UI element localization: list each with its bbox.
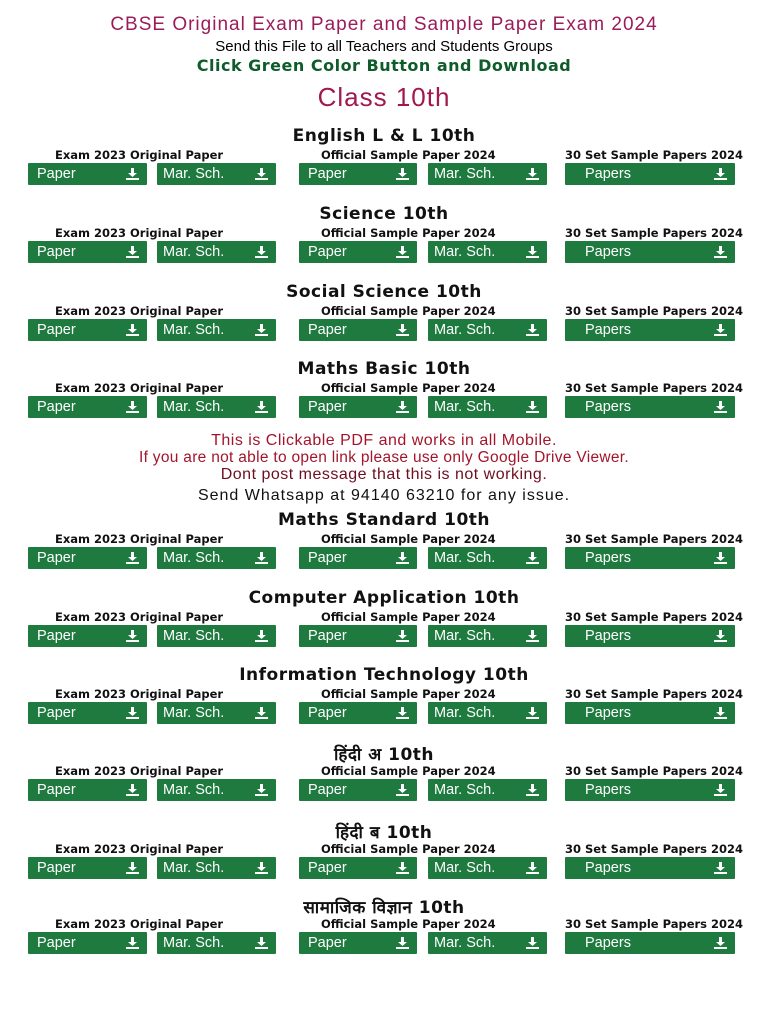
button-label: Paper (308, 166, 347, 182)
download-icon (526, 401, 539, 413)
exam-2023-label: Exam 2023 Original Paper (55, 687, 224, 701)
subject-title: Social Science 10th (286, 282, 482, 302)
download-icon (526, 552, 539, 564)
sample-marking-scheme-button[interactable] (428, 779, 547, 801)
30-set-papers-button[interactable] (565, 241, 735, 263)
subject-section (0, 204, 768, 276)
subject-title: Science 10th (319, 204, 449, 224)
download-icon (714, 168, 727, 180)
sample-paper-2024-button[interactable] (299, 547, 417, 569)
class-title: Class 10th (317, 82, 451, 112)
button-label: Papers (585, 705, 631, 721)
exam-2023-paper-button[interactable] (28, 857, 147, 879)
download-icon (255, 246, 268, 258)
download-icon (396, 630, 409, 642)
sample-paper-2024-button[interactable] (299, 396, 417, 418)
exam-2023-marking-scheme-button[interactable] (157, 396, 276, 418)
button-label: Mar. Sch. (163, 628, 225, 644)
download-icon (126, 862, 139, 874)
download-icon (255, 401, 268, 413)
exam-2023-paper-button[interactable] (28, 779, 147, 801)
download-icon (396, 552, 409, 564)
30-set-label: 30 Set Sample Papers 2024 (565, 764, 744, 778)
exam-2023-marking-scheme-button[interactable] (157, 241, 276, 263)
sample-paper-2024-label: Official Sample Paper 2024 (321, 764, 496, 778)
download-icon (396, 862, 409, 874)
download-icon (526, 707, 539, 719)
sample-paper-2024-button[interactable] (299, 625, 417, 647)
button-label: Paper (37, 166, 76, 182)
30-set-label: 30 Set Sample Papers 2024 (565, 917, 744, 931)
button-label: Papers (585, 860, 631, 876)
download-icon (126, 168, 139, 180)
download-icon (526, 324, 539, 336)
subject-title: Computer Application 10th (248, 588, 520, 608)
download-icon (714, 552, 727, 564)
exam-2023-paper-button[interactable] (28, 241, 147, 263)
exam-2023-label: Exam 2023 Original Paper (55, 610, 224, 624)
button-label: Paper (308, 782, 347, 798)
download-icon (255, 862, 268, 874)
30-set-papers-button[interactable] (565, 932, 735, 954)
subject-title: हिंदी अ 10th (333, 745, 435, 765)
30-set-label: 30 Set Sample Papers 2024 (565, 381, 744, 395)
button-label: Papers (585, 550, 631, 566)
sample-paper-2024-button[interactable] (299, 702, 417, 724)
button-label: Paper (308, 550, 347, 566)
download-icon (526, 168, 539, 180)
30-set-label: 30 Set Sample Papers 2024 (565, 532, 744, 546)
download-icon (714, 707, 727, 719)
download-icon (714, 324, 727, 336)
subject-section (0, 126, 768, 198)
button-label: Papers (585, 782, 631, 798)
page-subtitle: Send this File to all Teachers and Students Groups (215, 38, 553, 55)
sample-paper-2024-label: Official Sample Paper 2024 (321, 842, 496, 856)
sample-marking-scheme-button[interactable] (428, 319, 547, 341)
exam-2023-label: Exam 2023 Original Paper (55, 304, 224, 318)
subject-section (0, 510, 768, 582)
download-icon (126, 937, 139, 949)
subject-title: हिंदी ब 10th (335, 823, 433, 843)
button-label: Mar. Sch. (434, 166, 496, 182)
button-label: Papers (585, 935, 631, 951)
download-icon (396, 324, 409, 336)
subject-section (0, 359, 768, 431)
exam-2023-marking-scheme-button[interactable] (157, 319, 276, 341)
sample-paper-2024-button[interactable] (299, 857, 417, 879)
whatsapp-contact: Send Whatsapp at 94140 63210 for any issue. (197, 487, 571, 504)
button-label: Mar. Sch. (434, 322, 496, 338)
button-label: Papers (585, 322, 631, 338)
30-set-papers-button[interactable] (565, 163, 735, 185)
button-label: Mar. Sch. (434, 550, 496, 566)
sample-paper-2024-label: Official Sample Paper 2024 (321, 687, 496, 701)
download-icon (255, 168, 268, 180)
button-label: Mar. Sch. (434, 244, 496, 260)
subject-title: Information Technology 10th (239, 665, 529, 685)
button-label: Mar. Sch. (434, 399, 496, 415)
download-icon (126, 246, 139, 258)
download-icon (396, 168, 409, 180)
exam-2023-paper-button[interactable] (28, 702, 147, 724)
sample-paper-2024-label: Official Sample Paper 2024 (321, 226, 496, 240)
download-icon (255, 324, 268, 336)
30-set-papers-button[interactable] (565, 779, 735, 801)
sample-paper-2024-button[interactable] (299, 779, 417, 801)
notice-line-3: Dont post message that this is not working. (220, 466, 548, 483)
button-label: Paper (37, 628, 76, 644)
exam-2023-label: Exam 2023 Original Paper (55, 532, 224, 546)
download-icon (714, 862, 727, 874)
button-label: Paper (308, 935, 347, 951)
button-label: Paper (308, 860, 347, 876)
download-icon (396, 707, 409, 719)
sample-paper-2024-label: Official Sample Paper 2024 (321, 381, 496, 395)
button-label: Paper (308, 628, 347, 644)
subject-section (0, 742, 768, 814)
button-label: Mar. Sch. (163, 782, 225, 798)
subject-title: English L & L 10th (292, 126, 476, 146)
download-icon (714, 401, 727, 413)
download-icon (714, 630, 727, 642)
sample-paper-2024-button[interactable] (299, 163, 417, 185)
subject-section (0, 820, 768, 892)
subject-title: सामाजिक विज्ञान 10th (303, 898, 465, 918)
exam-2023-marking-scheme-button[interactable] (157, 702, 276, 724)
exam-2023-marking-scheme-button[interactable] (157, 779, 276, 801)
sample-paper-2024-label: Official Sample Paper 2024 (321, 304, 496, 318)
download-icon (255, 784, 268, 796)
download-icon (255, 707, 268, 719)
download-icon (126, 707, 139, 719)
button-label: Paper (308, 705, 347, 721)
subject-section (0, 665, 768, 737)
button-label: Mar. Sch. (163, 860, 225, 876)
30-set-papers-button[interactable] (565, 547, 735, 569)
sample-paper-2024-button[interactable] (299, 319, 417, 341)
button-label: Mar. Sch. (163, 550, 225, 566)
button-label: Mar. Sch. (434, 705, 496, 721)
button-label: Mar. Sch. (163, 322, 225, 338)
sample-marking-scheme-button[interactable] (428, 547, 547, 569)
download-icon (714, 784, 727, 796)
button-label: Paper (37, 935, 76, 951)
30-set-label: 30 Set Sample Papers 2024 (565, 226, 744, 240)
exam-2023-label: Exam 2023 Original Paper (55, 764, 224, 778)
button-label: Mar. Sch. (434, 782, 496, 798)
download-icon (526, 937, 539, 949)
sample-marking-scheme-button[interactable] (428, 625, 547, 647)
button-label: Mar. Sch. (434, 935, 496, 951)
exam-2023-paper-button[interactable] (28, 396, 147, 418)
page-title: CBSE Original Exam Paper and Sample Paper Exam 2024 (110, 14, 658, 35)
sample-marking-scheme-button[interactable] (428, 857, 547, 879)
download-icon (255, 552, 268, 564)
download-icon (526, 862, 539, 874)
button-label: Paper (37, 244, 76, 260)
exam-2023-paper-button[interactable] (28, 625, 147, 647)
exam-2023-paper-button[interactable] (28, 319, 147, 341)
button-label: Papers (585, 166, 631, 182)
subject-section (0, 588, 768, 660)
download-icon (126, 630, 139, 642)
button-label: Mar. Sch. (163, 166, 225, 182)
download-icon (714, 246, 727, 258)
download-icon (526, 630, 539, 642)
download-icon (396, 246, 409, 258)
30-set-papers-button[interactable] (565, 702, 735, 724)
notice-line-1: This is Clickable PDF and works in all Mobile. (211, 432, 557, 449)
sample-paper-2024-label: Official Sample Paper 2024 (321, 532, 496, 546)
button-label: Mar. Sch. (434, 860, 496, 876)
exam-2023-label: Exam 2023 Original Paper (55, 842, 224, 856)
button-label: Papers (585, 244, 631, 260)
download-icon (396, 937, 409, 949)
button-label: Mar. Sch. (163, 399, 225, 415)
download-icon (126, 784, 139, 796)
download-icon (255, 937, 268, 949)
button-label: Paper (37, 399, 76, 415)
30-set-label: 30 Set Sample Papers 2024 (565, 687, 744, 701)
button-label: Paper (37, 860, 76, 876)
30-set-papers-button[interactable] (565, 396, 735, 418)
exam-2023-marking-scheme-button[interactable] (157, 857, 276, 879)
download-icon (126, 324, 139, 336)
exam-2023-label: Exam 2023 Original Paper (55, 148, 224, 162)
exam-2023-paper-button[interactable] (28, 932, 147, 954)
30-set-label: 30 Set Sample Papers 2024 (565, 304, 744, 318)
button-label: Papers (585, 399, 631, 415)
exam-2023-label: Exam 2023 Original Paper (55, 381, 224, 395)
notice-line-2: If you are not able to open link please use only Google Drive Viewer. (138, 449, 629, 466)
button-label: Paper (308, 244, 347, 260)
sample-paper-2024-button[interactable] (299, 241, 417, 263)
sample-marking-scheme-button[interactable] (428, 932, 547, 954)
30-set-papers-button[interactable] (565, 319, 735, 341)
30-set-papers-button[interactable] (565, 857, 735, 879)
subject-title: Maths Basic 10th (297, 359, 471, 379)
button-label: Mar. Sch. (163, 705, 225, 721)
sample-marking-scheme-button[interactable] (428, 241, 547, 263)
download-icon (526, 246, 539, 258)
button-label: Paper (308, 322, 347, 338)
subject-section (0, 282, 768, 354)
download-icon (714, 937, 727, 949)
button-label: Mar. Sch. (163, 935, 225, 951)
button-label: Paper (37, 550, 76, 566)
subject-section (0, 895, 768, 967)
30-set-label: 30 Set Sample Papers 2024 (565, 610, 744, 624)
button-label: Paper (37, 782, 76, 798)
sample-paper-2024-label: Official Sample Paper 2024 (321, 148, 496, 162)
subject-title: Maths Standard 10th (277, 510, 491, 530)
exam-2023-marking-scheme-button[interactable] (157, 163, 276, 185)
download-icon (396, 401, 409, 413)
30-set-papers-button[interactable] (565, 625, 735, 647)
exam-2023-label: Exam 2023 Original Paper (55, 226, 224, 240)
30-set-label: 30 Set Sample Papers 2024 (565, 842, 744, 856)
exam-2023-marking-scheme-button[interactable] (157, 932, 276, 954)
exam-2023-paper-button[interactable] (28, 163, 147, 185)
exam-2023-label: Exam 2023 Original Paper (55, 917, 224, 931)
sample-marking-scheme-button[interactable] (428, 702, 547, 724)
sample-paper-2024-label: Official Sample Paper 2024 (321, 610, 496, 624)
download-icon (126, 552, 139, 564)
button-label: Paper (37, 322, 76, 338)
exam-2023-marking-scheme-button[interactable] (157, 547, 276, 569)
sample-paper-2024-label: Official Sample Paper 2024 (321, 917, 496, 931)
download-icon (255, 630, 268, 642)
button-label: Mar. Sch. (163, 244, 225, 260)
download-icon (526, 784, 539, 796)
sample-marking-scheme-button[interactable] (428, 396, 547, 418)
download-icon (126, 401, 139, 413)
download-instruction: Click Green Color Button and Download (196, 56, 572, 75)
button-label: Paper (308, 399, 347, 415)
exam-2023-marking-scheme-button[interactable] (157, 625, 276, 647)
button-label: Paper (37, 705, 76, 721)
exam-2023-paper-button[interactable] (28, 547, 147, 569)
sample-marking-scheme-button[interactable] (428, 163, 547, 185)
download-icon (396, 784, 409, 796)
30-set-label: 30 Set Sample Papers 2024 (565, 148, 744, 162)
sample-paper-2024-button[interactable] (299, 932, 417, 954)
button-label: Papers (585, 628, 631, 644)
button-label: Mar. Sch. (434, 628, 496, 644)
